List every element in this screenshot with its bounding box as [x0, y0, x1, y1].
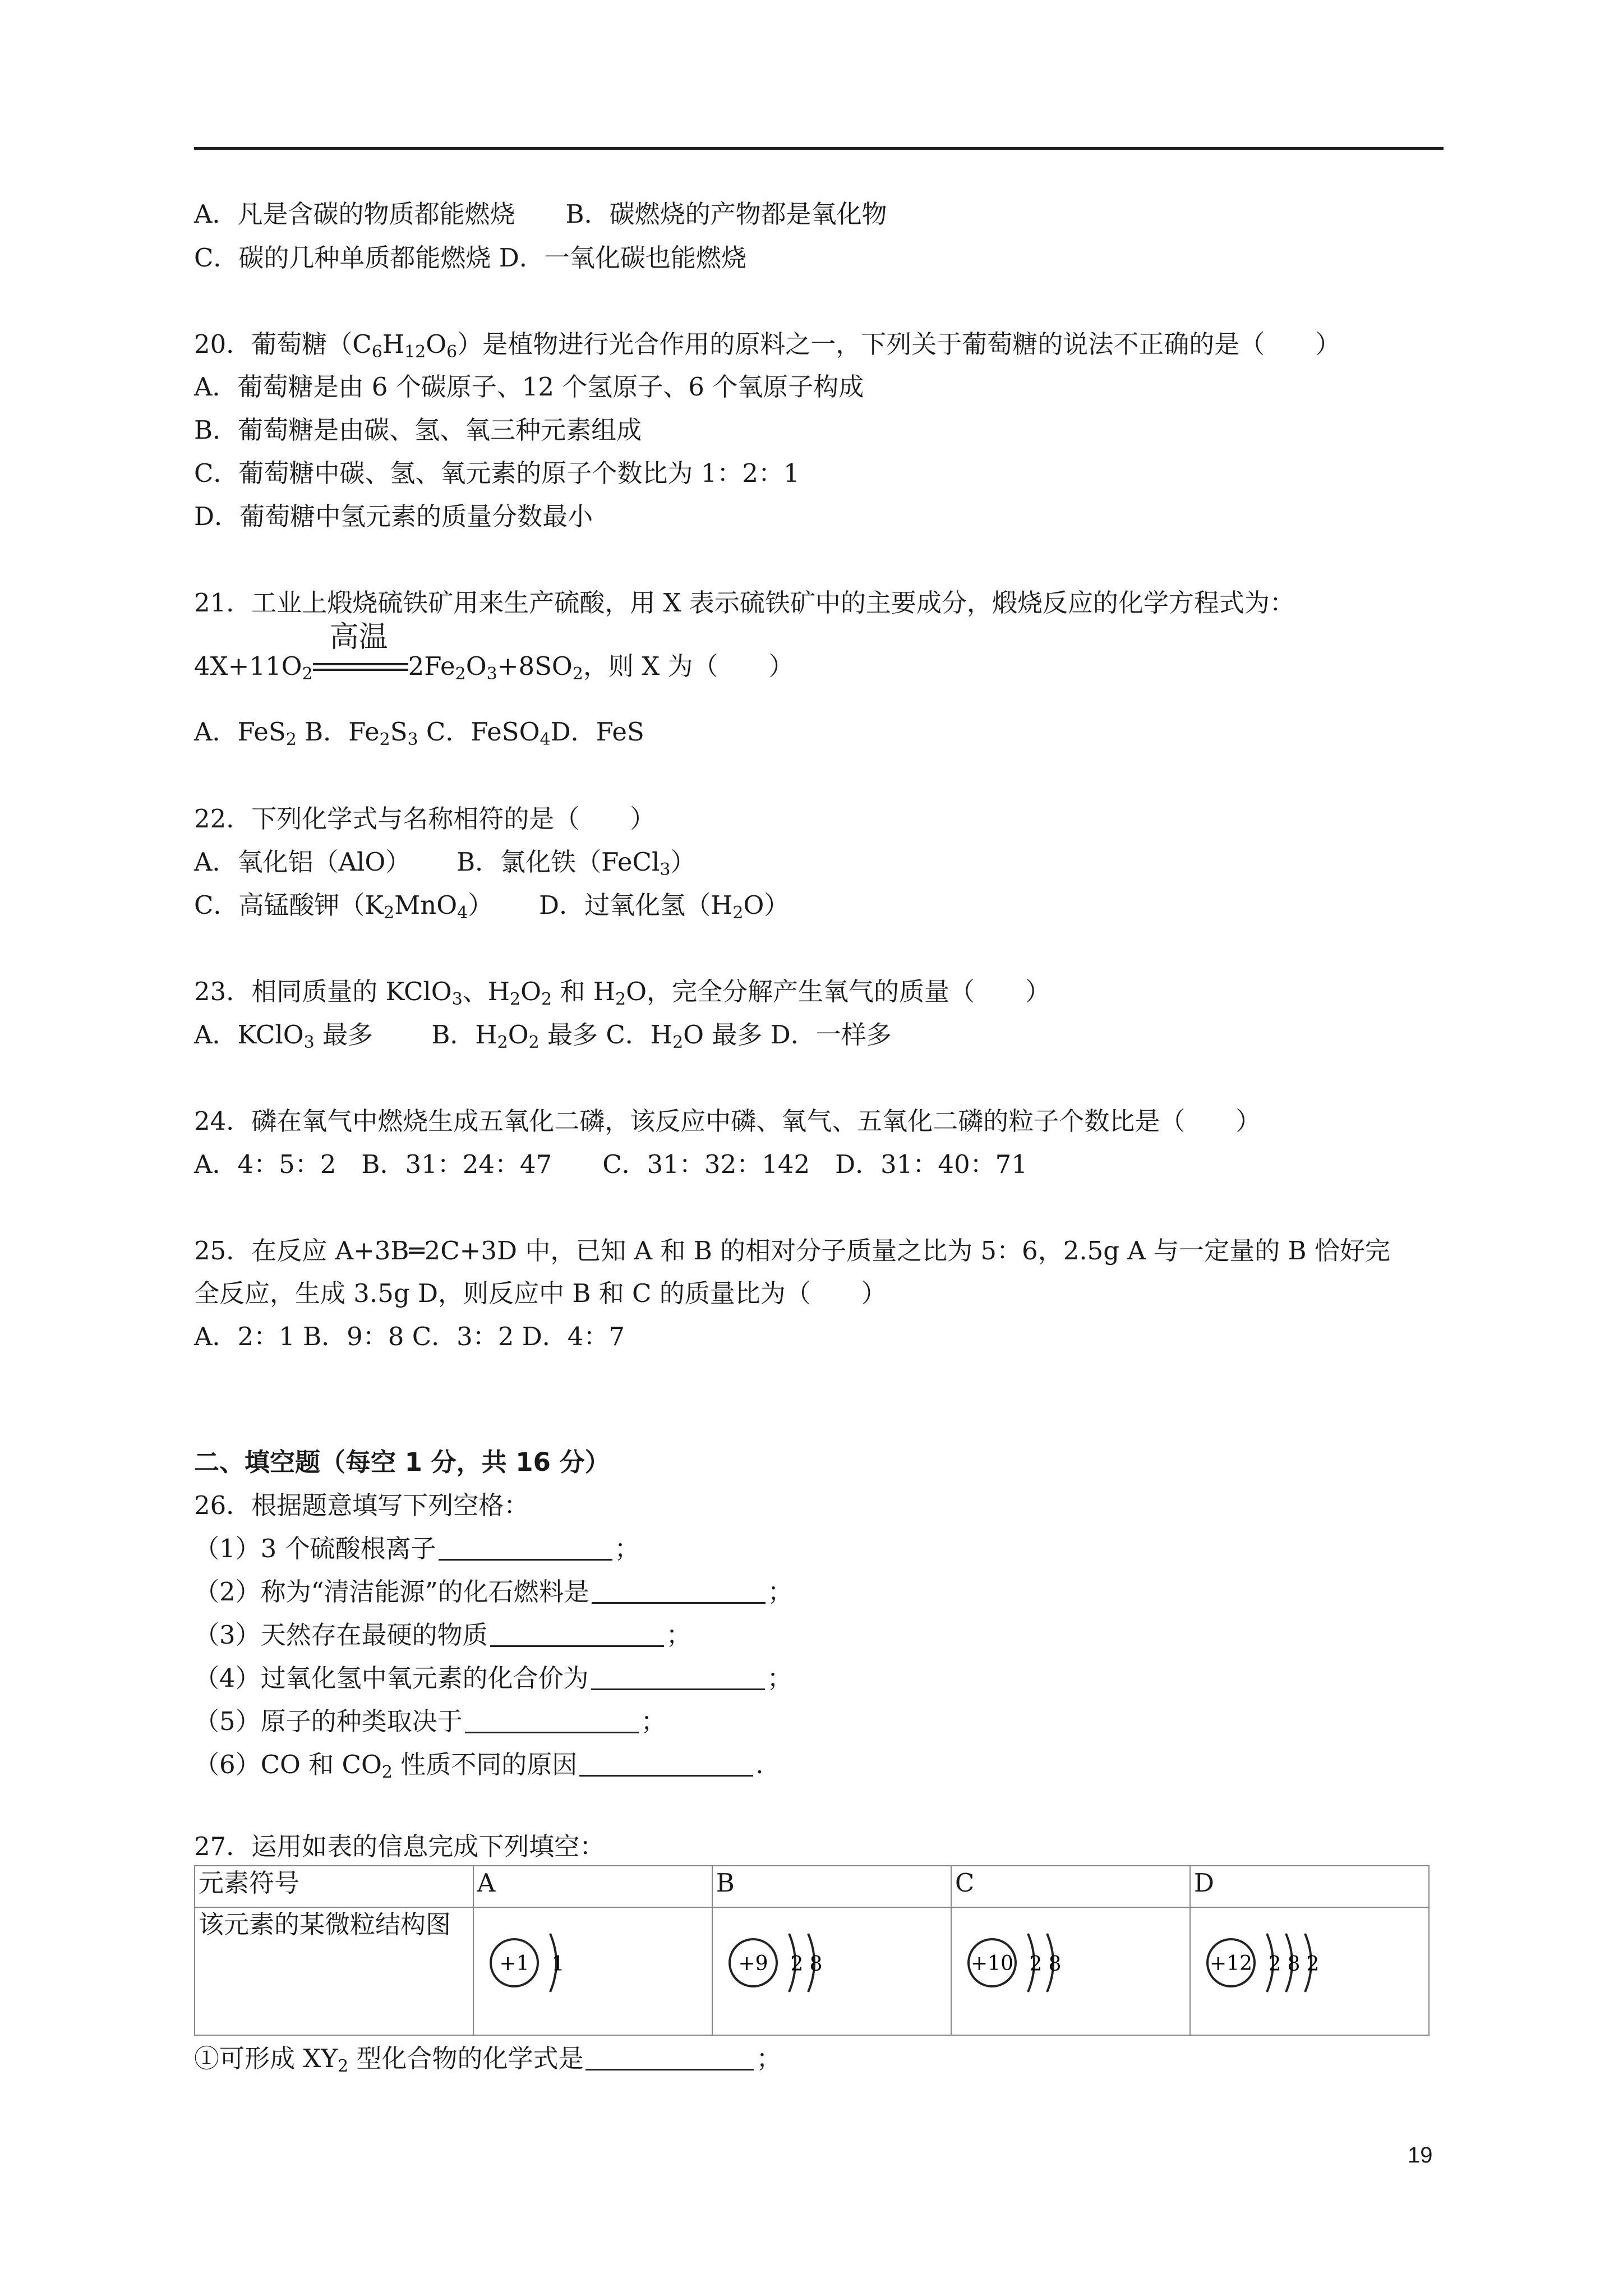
- q20-stem: 20．葡萄糖$(C_6H_{12}O_6)$是植物进行光合作用的原料之一，下列关于葡萄糖的说法不正确的是（ ）: [194, 329, 1341, 362]
- atom-structure-diagram: [481, 1924, 694, 2002]
- q19-option-b: B．碳燃烧的产物都是氧化物: [565, 199, 887, 229]
- electron-count: 1: [551, 1953, 565, 1976]
- q19-option-a: A．凡是含碳的物质都能燃烧: [194, 199, 515, 229]
- atom-cell-c: [951, 1907, 1190, 2035]
- page-number: 19: [1408, 2143, 1433, 2168]
- answer-blank[interactable]: [490, 1618, 664, 1647]
- q22-stem: 22．下列化学式与名称相符的是（ ）: [194, 804, 656, 834]
- q22-options-line1: A．氧化铝（AlO） B．氯化铁（FeCl$_3$）: [194, 847, 696, 880]
- atom-structure-diagram: [1197, 1924, 1410, 2002]
- q26-stem: 26．根据题意填写下列空格：: [194, 1490, 529, 1520]
- atom-cell-a: [473, 1907, 712, 2035]
- q21-stem: 21．工业上煅烧硫铁矿用来生产硫酸，用 X 表示硫铁矿中的主要成分，煅烧反应的化学方程式为：: [194, 588, 1295, 618]
- q19-options-line2: [194, 241, 746, 275]
- nucleus-charge: +10: [970, 1952, 1013, 1975]
- q20-option-a: A．葡萄糖是由 6 个碳原子、12 个氢原子、6 个氧原子构成: [194, 372, 864, 402]
- atom-structure-diagram: [958, 1924, 1172, 2002]
- q19-options-line1: [194, 197, 887, 231]
- nucleus-charge: +12: [1209, 1952, 1252, 1975]
- answer-blank[interactable]: [592, 1575, 766, 1604]
- table-header-row: [195, 1866, 1429, 1907]
- q22-options-line2: C．高锰酸钾$(K_2MnO_4)$ D．过氧化氢$(H_2O)$: [194, 890, 790, 923]
- q27-stem: 27．运用如表的信息完成下列填空：: [194, 1832, 605, 1861]
- answer-blank[interactable]: [591, 1662, 765, 1690]
- nucleus-charge: +9: [738, 1952, 768, 1975]
- q24-stem: 24．磷在氧气中燃烧生成五氧化二磷，该反应中磷、氧气、五氧化二磷的粒子个数比是（ ）: [194, 1106, 1261, 1136]
- reaction-arrow: [313, 620, 408, 683]
- electron-count: 8: [809, 1953, 823, 1976]
- answer-blank[interactable]: [465, 1705, 639, 1733]
- table-header-cell: 元素符号: [195, 1866, 473, 1907]
- atom-cell-d: [1190, 1907, 1429, 2035]
- atom-cell-b: [712, 1907, 951, 2035]
- electron-count: 2: [1268, 1953, 1281, 1976]
- header-rule: [194, 147, 1444, 150]
- q25-stem-line1: 25．在反应 A+3B═2C+3D 中，已知 A 和 B 的相对分子质量之比为 5：6，2.5g A 与一定量的 B 恰好完: [194, 1236, 1390, 1266]
- q26-item-6: （6）CO 和 $CO_2$ 性质不同的原因 .: [194, 1748, 764, 1782]
- nucleus-charge: +1: [499, 1952, 529, 1975]
- q20-option-c: C．葡萄糖中碳、氢、氧元素的原子个数比为 1：2：1: [194, 458, 800, 488]
- q26-item-2: （2）称为“清洁能源”的化石燃料是 ；: [194, 1575, 793, 1609]
- electron-count: 2: [1029, 1953, 1043, 1976]
- answer-blank[interactable]: [439, 1532, 612, 1561]
- q23-stem: 23．相同质量的 KClO$_3$、$H_2O_2$ 和 $H_2O$，完全分解产生氧气的质量（ ）: [194, 977, 1050, 1009]
- section-title: 二、填空题（每空 1 分，共 16 分）: [194, 1447, 610, 1477]
- element-table: [194, 1865, 1430, 2036]
- q19-option-d: D．一氧化碳也能燃烧: [499, 243, 746, 273]
- table-header-cell: C: [951, 1866, 1190, 1907]
- q26-item-5: （5）原子的种类取决于 ；: [194, 1705, 666, 1738]
- q19-option-c: C．碳的几种单质都能燃烧: [194, 243, 491, 273]
- q21-equation: $4X+11O_2$ 高温 $2Fe_2O_3+8SO_2$，则 X 为（ ）: [194, 620, 794, 684]
- electron-count: 2: [790, 1953, 804, 1976]
- q24-options: A．4：5：2 B．31：24：47 C．31：32：142 D．31：40：71: [194, 1149, 1027, 1179]
- q26-item-1: （1）3 个硫酸根离子 ；: [194, 1532, 640, 1566]
- q21-options: A．FeS$_2$ B．$Fe_2S_3$ C．FeSO$_4$D．FeS: [194, 717, 644, 749]
- table-header-cell: D: [1190, 1866, 1429, 1907]
- atom-structure-diagram: [720, 1924, 933, 2002]
- q27-question-1: ①可形成 $XY_2$ 型化合物的化学式是 ；: [194, 2042, 781, 2076]
- table-row-label: 该元素的某微粒结构图: [195, 1907, 473, 2035]
- reaction-condition: 高温: [329, 620, 388, 654]
- electron-count: 2: [1306, 1953, 1320, 1976]
- table-row: [195, 1907, 1429, 2035]
- q25-stem-line2: 全反应，生成 3.5g D，则反应中 B 和 C 的质量比为（ ）: [194, 1278, 887, 1308]
- q26-item-3: （3）天然存在最硬的物质 ；: [194, 1618, 691, 1652]
- electron-count: 8: [1287, 1953, 1301, 1976]
- table-header-cell: A: [473, 1866, 712, 1907]
- q26-item-4: （4）过氧化氢中氧元素的化合价为 ；: [194, 1662, 792, 1695]
- table-header-cell: B: [712, 1866, 951, 1907]
- electron-count: 8: [1048, 1953, 1062, 1976]
- answer-blank[interactable]: [579, 1748, 753, 1777]
- q23-options: A．KClO$_3$ 最多 B．$H_2O_2$ 最多 C．$H_2O$ 最多 D．一样多: [194, 1020, 892, 1052]
- q20-option-d: D．葡萄糖中氢元素的质量分数最小: [194, 501, 593, 531]
- q20-option-b: B．葡萄糖是由碳、氢、氧三种元素组成: [194, 415, 642, 445]
- q25-options: A．2：1 B．9：8 C．3：2 D．4：7: [194, 1322, 625, 1351]
- answer-blank[interactable]: [585, 2042, 754, 2070]
